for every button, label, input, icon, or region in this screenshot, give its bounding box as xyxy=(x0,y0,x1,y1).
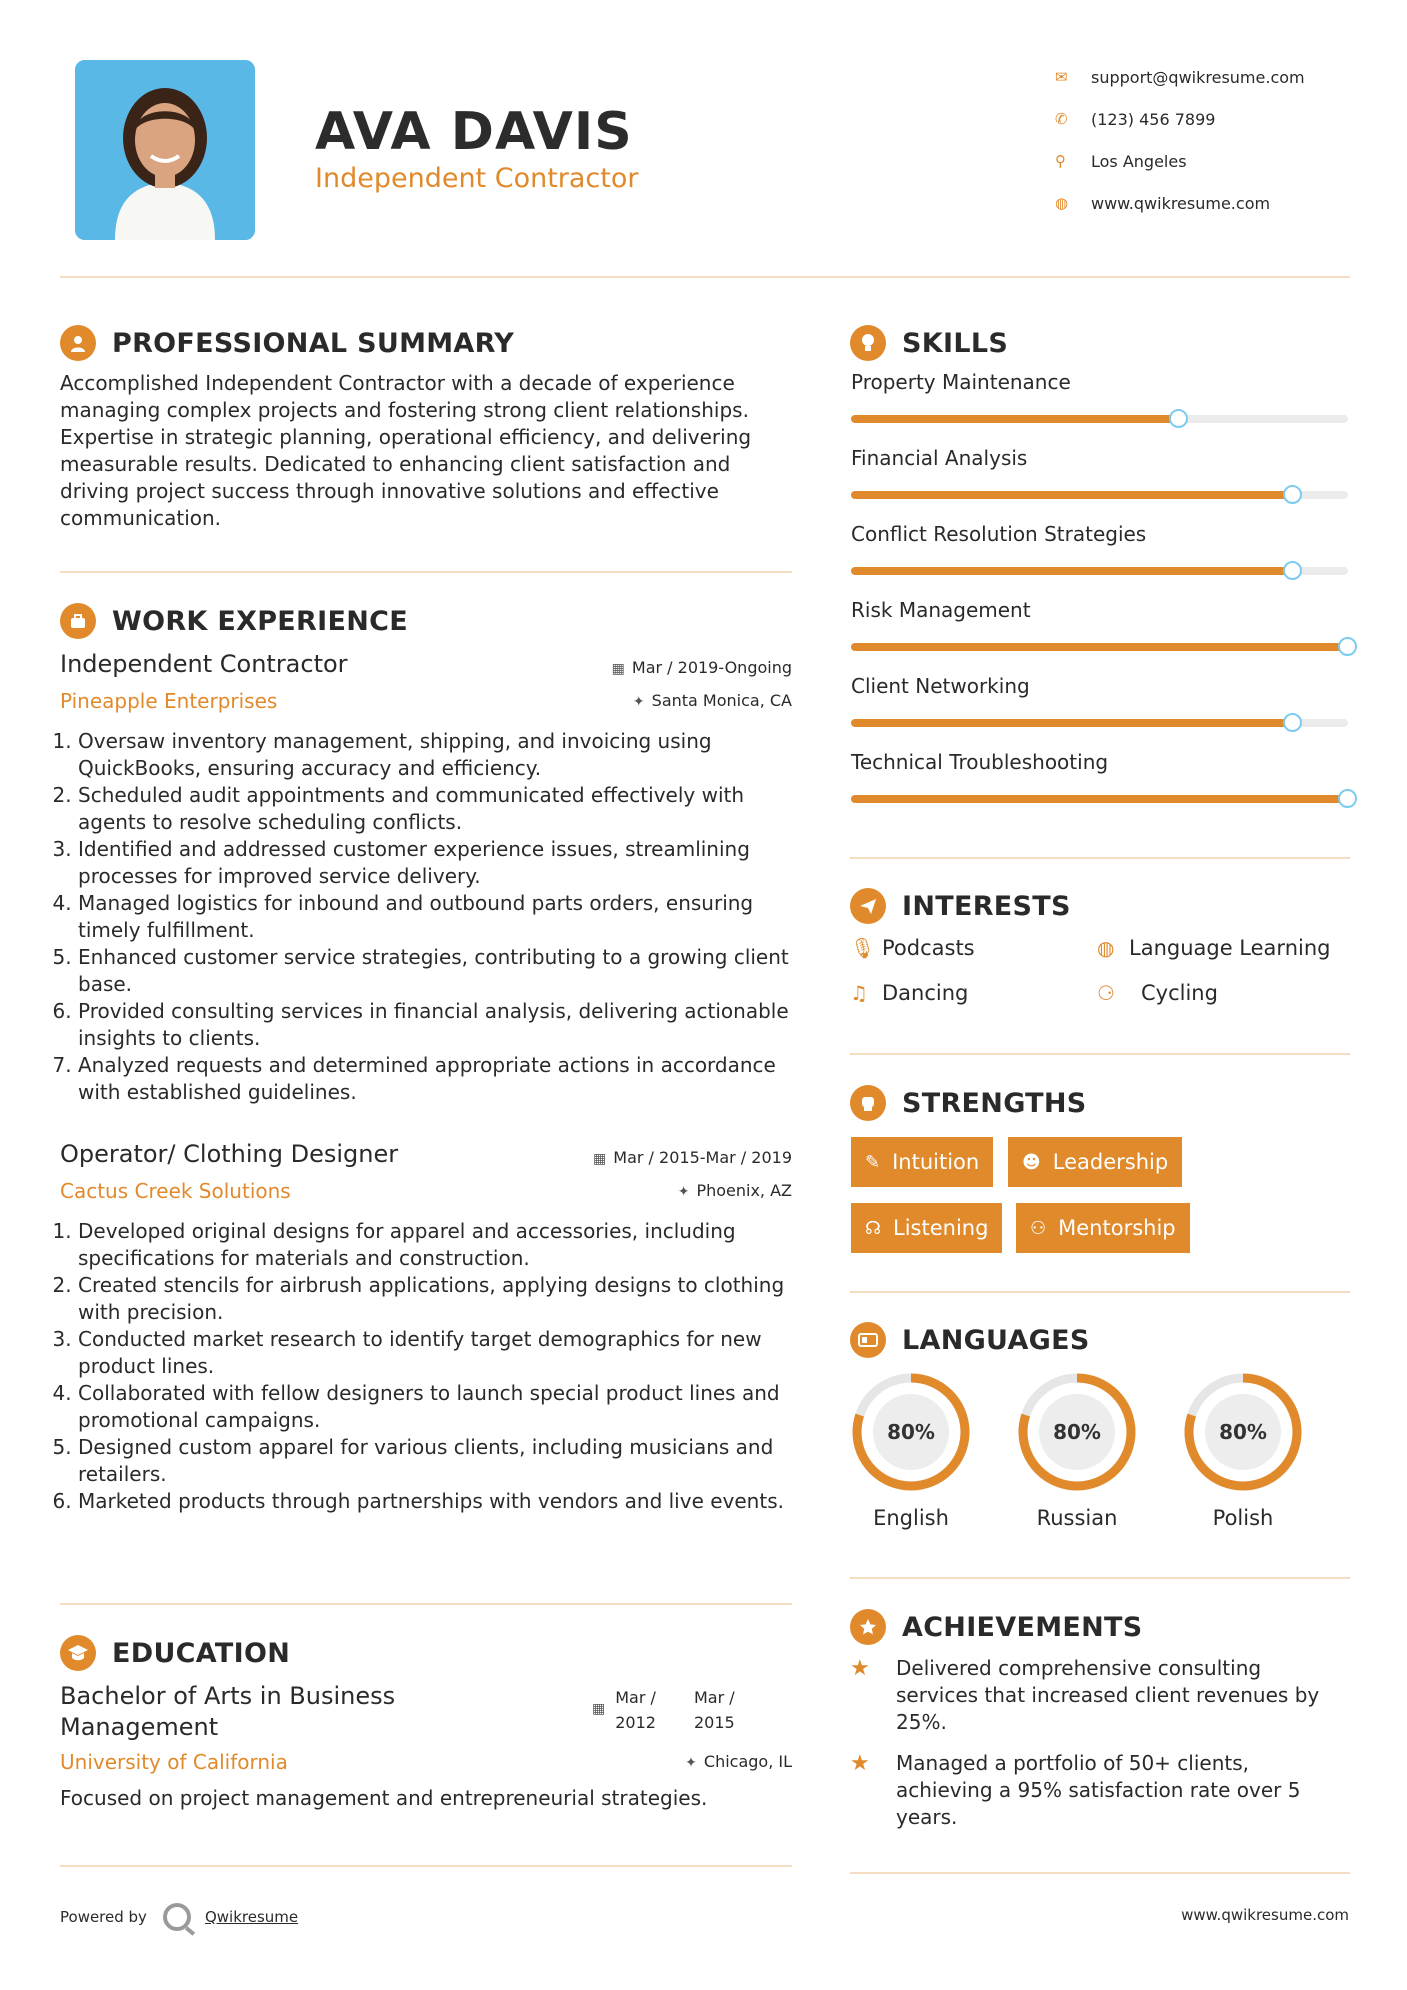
footer-website[interactable]: www.qwikresume.com xyxy=(1181,1906,1349,1924)
language-ring xyxy=(1015,1370,1139,1494)
interest-item xyxy=(1097,981,1218,1005)
education-location xyxy=(685,1752,792,1771)
job-company: Pineapple Enterprises xyxy=(60,689,278,713)
skill-label: Conflict Resolution Strategies xyxy=(851,522,1147,546)
star-badge-icon xyxy=(850,1609,886,1645)
envelope-icon: ✉ xyxy=(1055,68,1068,86)
language-percent: 80% xyxy=(1053,1420,1101,1444)
skill-bar xyxy=(851,415,1348,423)
globe-icon: ◍ xyxy=(1097,936,1115,960)
calendar-icon: ▦ xyxy=(593,1151,607,1167)
job-company: Cactus Creek Solutions xyxy=(60,1179,291,1203)
users-icon: ☻ xyxy=(1022,1151,1041,1173)
summary-title: PROFESSIONAL SUMMARY xyxy=(112,327,515,359)
summary-heading xyxy=(60,325,514,361)
job-title: Operator/ Clothing Designer xyxy=(60,1140,399,1168)
interests-title: INTERESTS xyxy=(902,890,1071,922)
paper-plane-icon xyxy=(850,888,886,924)
language-item xyxy=(1181,1370,1305,1530)
strength-label: Listening xyxy=(893,1216,989,1240)
contact-phone-text: (123) 456 7899 xyxy=(1091,109,1216,129)
education-location-text: Chicago, IL xyxy=(703,1752,792,1771)
skill-bar xyxy=(851,643,1348,651)
microphone-icon: 🎙 xyxy=(850,936,876,960)
contact-email-text: support@qwikresume.com xyxy=(1091,67,1305,87)
skill-bar-fill xyxy=(851,643,1348,651)
job-bullets xyxy=(60,1218,795,1515)
list-item: 5. Designed custom apparel for various clients, including musicians and retailers. xyxy=(78,1434,795,1488)
job-title: Independent Contractor xyxy=(60,650,348,678)
list-item: 1. Oversaw inventory management, shipping, and invoicing using QuickBooks, ensuring accuracy and efficiency. xyxy=(78,728,795,782)
degree-line: Management xyxy=(60,1713,219,1741)
education-heading xyxy=(60,1635,290,1671)
interests-heading xyxy=(850,888,1071,924)
achievements-title: ACHIEVEMENTS xyxy=(902,1611,1143,1643)
star-icon: ★ xyxy=(850,1656,870,1681)
contact-location xyxy=(1055,140,1375,182)
job-date-text: Mar / 2015-Mar / 2019 xyxy=(613,1148,792,1167)
interest-item xyxy=(1097,936,1330,960)
date-start xyxy=(615,1685,656,1735)
headphones-icon: ☊ xyxy=(865,1217,881,1239)
job-location xyxy=(633,691,792,710)
magic-wand-icon: ✎ xyxy=(865,1151,881,1173)
header-divider xyxy=(60,276,1350,278)
job-date xyxy=(593,1148,792,1167)
skill-bar-fill xyxy=(851,719,1293,727)
experience-heading xyxy=(60,603,408,639)
skill-bar-fill xyxy=(851,491,1293,499)
skill-level-knob xyxy=(1283,713,1302,732)
strength-label: Mentorship xyxy=(1058,1216,1176,1240)
achievement-text: Delivered comprehensive consulting services that increased client revenues by 25%. xyxy=(896,1656,1320,1734)
date-end xyxy=(694,1685,735,1735)
list-item: 6. Provided consulting services in financial analysis, delivering actionable insights to clients. xyxy=(78,998,795,1052)
skill-level-knob xyxy=(1338,637,1357,656)
language-name: English xyxy=(873,1506,949,1530)
list-item: 6. Marketed products through partnerships with vendors and live events. xyxy=(78,1488,795,1515)
interests-divider xyxy=(850,1053,1350,1055)
interest-label: Dancing xyxy=(882,981,969,1005)
skills-divider xyxy=(850,857,1350,859)
skill-label: Technical Troubleshooting xyxy=(851,750,1109,774)
pushpin-icon: ✦ xyxy=(677,1184,690,1200)
interest-label: Cycling xyxy=(1141,981,1218,1005)
calendar-icon: ▦ xyxy=(592,1701,606,1717)
contact-list xyxy=(1055,56,1375,224)
date-end-year: 2015 xyxy=(693,1713,735,1732)
summary-text: Accomplished Independent Contractor with a decade of experience managing complex projects and fostering strong client relationships. Expertise in strategic planning, operational efficiency, and delivering measurable results. Dedicated to enhancing client satisfaction and driving project success through innovative solutions and effective communication. xyxy=(60,371,752,530)
strengths-heading xyxy=(850,1085,1087,1121)
language-name: Russian xyxy=(1036,1506,1118,1530)
footer-brand xyxy=(60,1903,298,1931)
skill-bar xyxy=(851,491,1348,499)
list-item: 2. Created stencils for airbrush applications, applying designs to clothing with precision. xyxy=(78,1272,795,1326)
strengths-divider xyxy=(850,1291,1350,1293)
list-item: 4. Managed logistics for inbound and outbound parts orders, ensuring timely fulfillment. xyxy=(78,890,795,944)
language-item xyxy=(849,1370,973,1530)
language-ring xyxy=(1181,1370,1305,1494)
list-item: 2. Scheduled audit appointments and communicated effectively with agents to resolve scheduling conflicts. xyxy=(78,782,795,836)
achievement-text: Managed a portfolio of 50+ clients, achieving a 95% satisfaction rate over 5 years. xyxy=(896,1751,1301,1829)
interest-item xyxy=(850,981,968,1005)
skill-label: Risk Management xyxy=(851,598,1031,622)
skill-bar-fill xyxy=(851,567,1293,575)
skill-bar-fill xyxy=(851,795,1348,803)
language-icon xyxy=(850,1322,886,1358)
achievements-divider xyxy=(850,1872,1350,1874)
skills-title: SKILLS xyxy=(902,327,1009,359)
phone-icon: ✆ xyxy=(1055,110,1068,128)
strength-tag xyxy=(851,1203,1002,1253)
languages-heading xyxy=(850,1322,1090,1358)
profile-photo xyxy=(75,60,255,240)
skill-bar xyxy=(851,567,1348,575)
list-item: 7. Analyzed requests and determined appropriate actions in accordance with established guidelines. xyxy=(78,1052,795,1106)
interest-label: Podcasts xyxy=(882,936,975,960)
list-item: 3. Conducted market research to identify target demographics for new product lines. xyxy=(78,1326,795,1380)
achievements-heading xyxy=(850,1609,1143,1645)
graduation-cap-icon xyxy=(60,1635,96,1671)
education-title: EDUCATION xyxy=(112,1637,291,1669)
calendar-icon: ▦ xyxy=(611,661,625,677)
education-description: Focused on project management and entrepreneurial strategies. xyxy=(60,1786,708,1810)
job-bullets xyxy=(60,728,795,1106)
contact-email[interactable] xyxy=(1055,56,1375,98)
languages-divider xyxy=(850,1577,1350,1579)
job-location-text: Phoenix, AZ xyxy=(696,1181,792,1200)
bicycle-icon: ⚆ xyxy=(1097,981,1115,1005)
degree-line: Bachelor of Arts in Business xyxy=(60,1682,396,1710)
skill-bar xyxy=(851,719,1348,727)
education-date xyxy=(592,1685,735,1735)
date-start-month: Mar / xyxy=(615,1688,656,1707)
contact-phone[interactable] xyxy=(1055,98,1375,140)
contact-website-text: www.qwikresume.com xyxy=(1091,193,1271,213)
education-divider xyxy=(60,1865,792,1867)
job-date-text: Mar / 2019-Ongoing xyxy=(631,658,792,677)
degree-title xyxy=(60,1681,395,1743)
skills-heading xyxy=(850,325,1008,361)
school-name: University of California xyxy=(60,1750,288,1774)
list-item: 4. Collaborated with fellow designers to launch special product lines and promotional campaigns. xyxy=(78,1380,795,1434)
experience-title: WORK EXPERIENCE xyxy=(112,605,408,637)
list-item: 1. Developed original designs for apparel and accessories, including specifications for materials and construction. xyxy=(78,1218,795,1272)
strengths-title: STRENGTHS xyxy=(902,1087,1087,1119)
skill-label: Property Maintenance xyxy=(851,370,1071,394)
lightbulb-icon xyxy=(850,325,886,361)
pushpin-icon: ✦ xyxy=(632,694,645,710)
candidate-title: Independent Contractor xyxy=(315,163,639,194)
achievement-item xyxy=(850,1750,1350,1831)
powered-by-label: Powered by xyxy=(60,1908,147,1926)
map-pin-icon: ⚲ xyxy=(1055,152,1066,170)
languages-title: LANGUAGES xyxy=(902,1324,1090,1356)
strength-label: Intuition xyxy=(892,1150,980,1174)
skill-level-knob xyxy=(1283,485,1302,504)
language-percent: 80% xyxy=(887,1420,935,1444)
skill-bar-fill xyxy=(851,415,1179,423)
skill-bar xyxy=(851,795,1348,803)
star-icon: ★ xyxy=(850,1751,870,1776)
strength-tag xyxy=(851,1137,993,1187)
interest-label: Language Learning xyxy=(1129,936,1331,960)
language-ring xyxy=(849,1370,973,1494)
language-item xyxy=(1015,1370,1139,1530)
globe-icon: ◍ xyxy=(1055,194,1069,212)
contact-website[interactable] xyxy=(1055,182,1375,224)
strength-tag xyxy=(1016,1203,1190,1253)
language-name: Polish xyxy=(1212,1506,1274,1530)
user-icon xyxy=(60,325,96,361)
interest-item xyxy=(850,936,975,960)
skill-level-knob xyxy=(1169,409,1188,428)
contact-location-text: Los Angeles xyxy=(1091,151,1187,171)
experience-divider xyxy=(60,1603,792,1605)
language-percent: 80% xyxy=(1219,1420,1267,1444)
achievement-item xyxy=(850,1655,1350,1736)
qwikresume-logo-icon xyxy=(163,1903,191,1931)
date-end-month: Mar / xyxy=(693,1688,735,1707)
skill-level-knob xyxy=(1338,789,1357,808)
skill-label: Financial Analysis xyxy=(851,446,1028,470)
job-location xyxy=(678,1181,792,1200)
strength-label: Leadership xyxy=(1052,1150,1169,1174)
summary-divider xyxy=(60,571,792,573)
pushpin-icon: ✦ xyxy=(685,1755,697,1771)
list-item: 3. Identified and addressed customer experience issues, streamlining processes for improved service delivery. xyxy=(78,836,795,890)
user-plus-icon: ⚇ xyxy=(1030,1217,1047,1239)
strength-tag xyxy=(1008,1137,1182,1187)
briefcase-icon xyxy=(60,603,96,639)
brand-link[interactable]: Qwikresume xyxy=(204,1908,299,1926)
music-icon: ♫ xyxy=(850,981,868,1005)
skill-label: Client Networking xyxy=(851,674,1030,698)
fist-icon xyxy=(850,1085,886,1121)
date-start-year: 2012 xyxy=(615,1713,656,1732)
list-item: 5. Enhanced customer service strategies, contributing to a growing client base. xyxy=(78,944,795,998)
job-date xyxy=(612,658,792,677)
skill-level-knob xyxy=(1283,561,1302,580)
candidate-name: AVA DAVIS xyxy=(315,102,633,162)
job-location-text: Santa Monica, CA xyxy=(651,691,792,710)
